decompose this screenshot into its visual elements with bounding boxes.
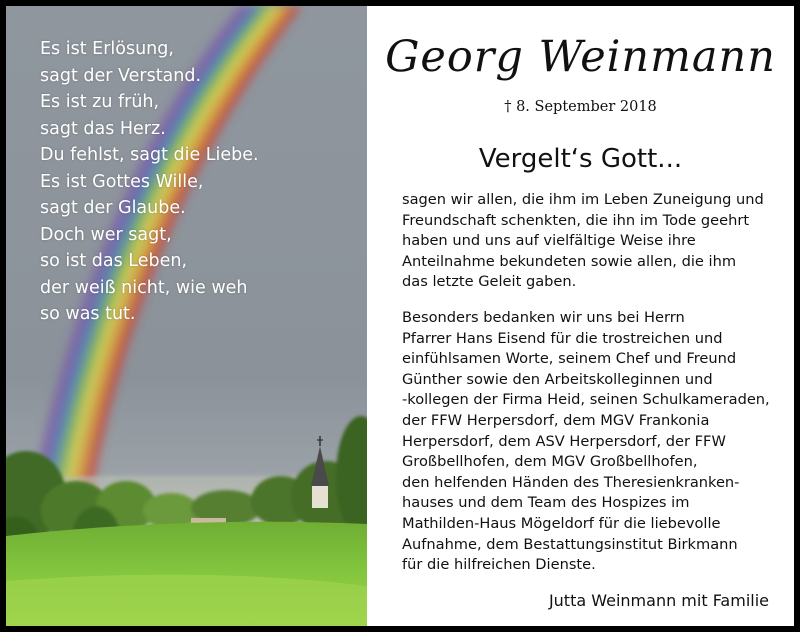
text-line: Großbellhofen, dem MGV Großbellhofen, [402,453,698,471]
poem-line: Doch wer sagt, [40,224,172,245]
signature: Jutta Weinmann mit Familie [548,591,769,610]
poem-line: so was tut. [40,304,136,324]
text-line: einfühlsamen Worte, seinem Chef und Freund [402,350,737,368]
text-line: Freundschaft schenkten, die ihn im Tode geehrt [402,211,750,229]
poem-line: sagt der Glaube. [40,198,186,218]
poem-line: der weiß nicht, wie weh [40,277,248,298]
poem-line: sagt der Verstand. [40,65,202,86]
text-line: Pfarrer Hans Eisend für die trostreichen und [402,329,723,347]
text-line: -kollegen der Firma Heid, seinen Schulkameraden, [402,391,770,409]
thanks-paragraph-2 [402,308,770,576]
poem [40,36,259,328]
text-line: das letzte Geleit gaben. [402,273,577,291]
poem-line: Es ist Gottes Wille, [40,171,204,192]
poem-line: so ist das Leben, [40,251,188,271]
poem-line: sagt das Herz. [40,118,166,139]
text-line: für die hilfreichen Dienste. [402,556,596,574]
text-line: Herpersdorf, dem ASV Herpersdorf, der FFW [402,432,726,450]
text-line: der FFW Herpersdorf, dem MGV Frankonia [402,411,710,429]
text-line: hauses und dem Team des Hospizes im [402,494,690,512]
poem-line: Es ist zu früh, [40,92,160,112]
text-line: Anteilnahme bekundeten sowie allen, die ihm [402,252,737,270]
rainbow-landscape-photo [6,6,367,626]
text-line: Besonders bedanken wir uns bei Herrn [402,309,685,326]
text-panel [367,6,794,626]
poem-line: Es ist Erlösung, [40,39,174,59]
poem-line: Du fehlst, sagt die Liebe. [40,145,259,165]
text-line: Aufnahme, dem Bestattungsinstitut Birkmann [402,535,738,553]
text-line: sagen wir allen, die ihm im Leben Zuneigung und [402,191,764,208]
text-line: Mathilden-Haus Mögeldorf für die liebevolle [402,514,721,532]
thanks-paragraph-1 [402,190,764,293]
deceased-name: Georg Weinmann [385,32,776,82]
text-line: den helfenden Händen des Theresienkranken- [402,473,740,491]
text-line: Günther sowie den Arbeitskolleginnen und [402,370,713,388]
thanks-heading: Vergelt‘s Gott... [478,144,683,174]
text-line: haben und uns auf vielfältige Weise ihre [402,232,696,250]
death-date: † 8. September 2018 [504,99,657,115]
